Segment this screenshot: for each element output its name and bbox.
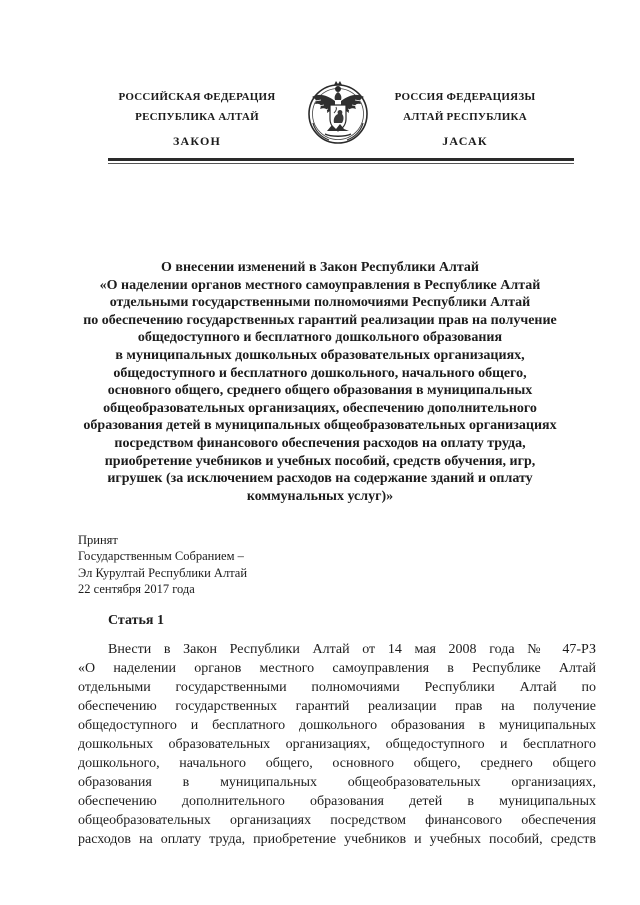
title-line: по обеспечению государственных гарантий реализации прав на получение bbox=[83, 312, 557, 328]
coat-of-arms-icon bbox=[305, 79, 371, 147]
article-line: отдельными государственными полномочиями Республики Алтай по bbox=[78, 679, 596, 695]
law-title bbox=[20, 259, 620, 505]
adopted-date: 22 сентября 2017 года bbox=[78, 581, 195, 596]
article-line: обеспечению дополнительного образования детей в муниципальных bbox=[78, 793, 596, 809]
title-line: общедоступного и бесплатного дошкольного, начального общего, bbox=[113, 365, 527, 381]
title-line: основного общего, среднего общего образования в муниципальных bbox=[107, 383, 533, 399]
title-line: общедоступного и бесплатного дошкольного образования bbox=[137, 330, 503, 346]
title-line: игрушек (за исключением расходов на содержание зданий и оплату bbox=[107, 471, 533, 487]
article-line: Внести в Закон Республики Алтай от 14 мая 2008 года № 47-РЗ bbox=[108, 641, 596, 657]
adopted-label: Принят bbox=[78, 533, 118, 547]
title-line: О внесении изменений в Закон Республики Алтай bbox=[161, 260, 479, 275]
article-line: «О наделении органов местного самоуправления в Республике Алтай bbox=[78, 660, 596, 676]
title-line: коммунальных услуг)» bbox=[246, 488, 394, 504]
header-right-republic: АЛТАЙ РЕСПУБЛИКА bbox=[403, 111, 527, 123]
title-line: «О наделении органов местного самоуправления в Республике Алтай bbox=[99, 277, 541, 293]
header-divider-thick bbox=[108, 158, 574, 161]
article-body bbox=[78, 640, 596, 849]
article-line: образования в муниципальных общеобразовательных организациях, bbox=[78, 774, 596, 790]
header-divider-thin bbox=[108, 163, 574, 164]
article-line: дошкольного, начального общего, основного общего, среднего общего bbox=[78, 755, 596, 771]
title-line: в муниципальных дошкольных образовательных организациях, bbox=[115, 347, 525, 363]
adopted-by: Государственным Собранием – bbox=[78, 549, 244, 564]
header-left-country: РОССИЙСКАЯ ФЕДЕРАЦИЯ bbox=[118, 91, 276, 103]
title-line: общеобразовательных организациях, обеспечению дополнительного bbox=[103, 400, 537, 416]
article-line: общедоступного и бесплатного дошкольного образования в муниципальных bbox=[78, 717, 596, 733]
article-line: дошкольных образовательных организациях, общедоступного и бесплатного bbox=[78, 736, 596, 752]
header-right-doc-type: ЈАСАК bbox=[442, 134, 488, 148]
title-line: приобретение учебников и учебных пособий, средств обучения, игр, bbox=[104, 453, 536, 469]
title-line: образования детей в муниципальных общеобразовательных организациях bbox=[83, 418, 557, 434]
header-left-doc-type: ЗАКОН bbox=[172, 134, 222, 148]
title-line: посредством финансового обеспечения расходов на оплату труда, bbox=[114, 435, 526, 451]
header-left-republic: РЕСПУБЛИКА АЛТАЙ bbox=[135, 111, 259, 123]
title-line: отдельными государственными полномочиями Республики Алтай bbox=[109, 295, 531, 311]
article-line: общеобразовательных организациях посредством финансового обеспечения bbox=[78, 812, 596, 828]
article-line: расходов на оплату труда, приобретение учебников и учебных пособий, средств bbox=[78, 831, 596, 847]
header-right-country: РОССИЯ ФЕДЕРАЦИЯЗЫ bbox=[394, 91, 536, 103]
adoption-block bbox=[78, 532, 378, 597]
article-line: обеспечению государственных гарантий реализации прав на получение bbox=[78, 698, 596, 714]
adopted-parliament: Эл Курултай Республики Алтай bbox=[78, 565, 248, 580]
article-heading: Статья 1 bbox=[108, 613, 164, 628]
